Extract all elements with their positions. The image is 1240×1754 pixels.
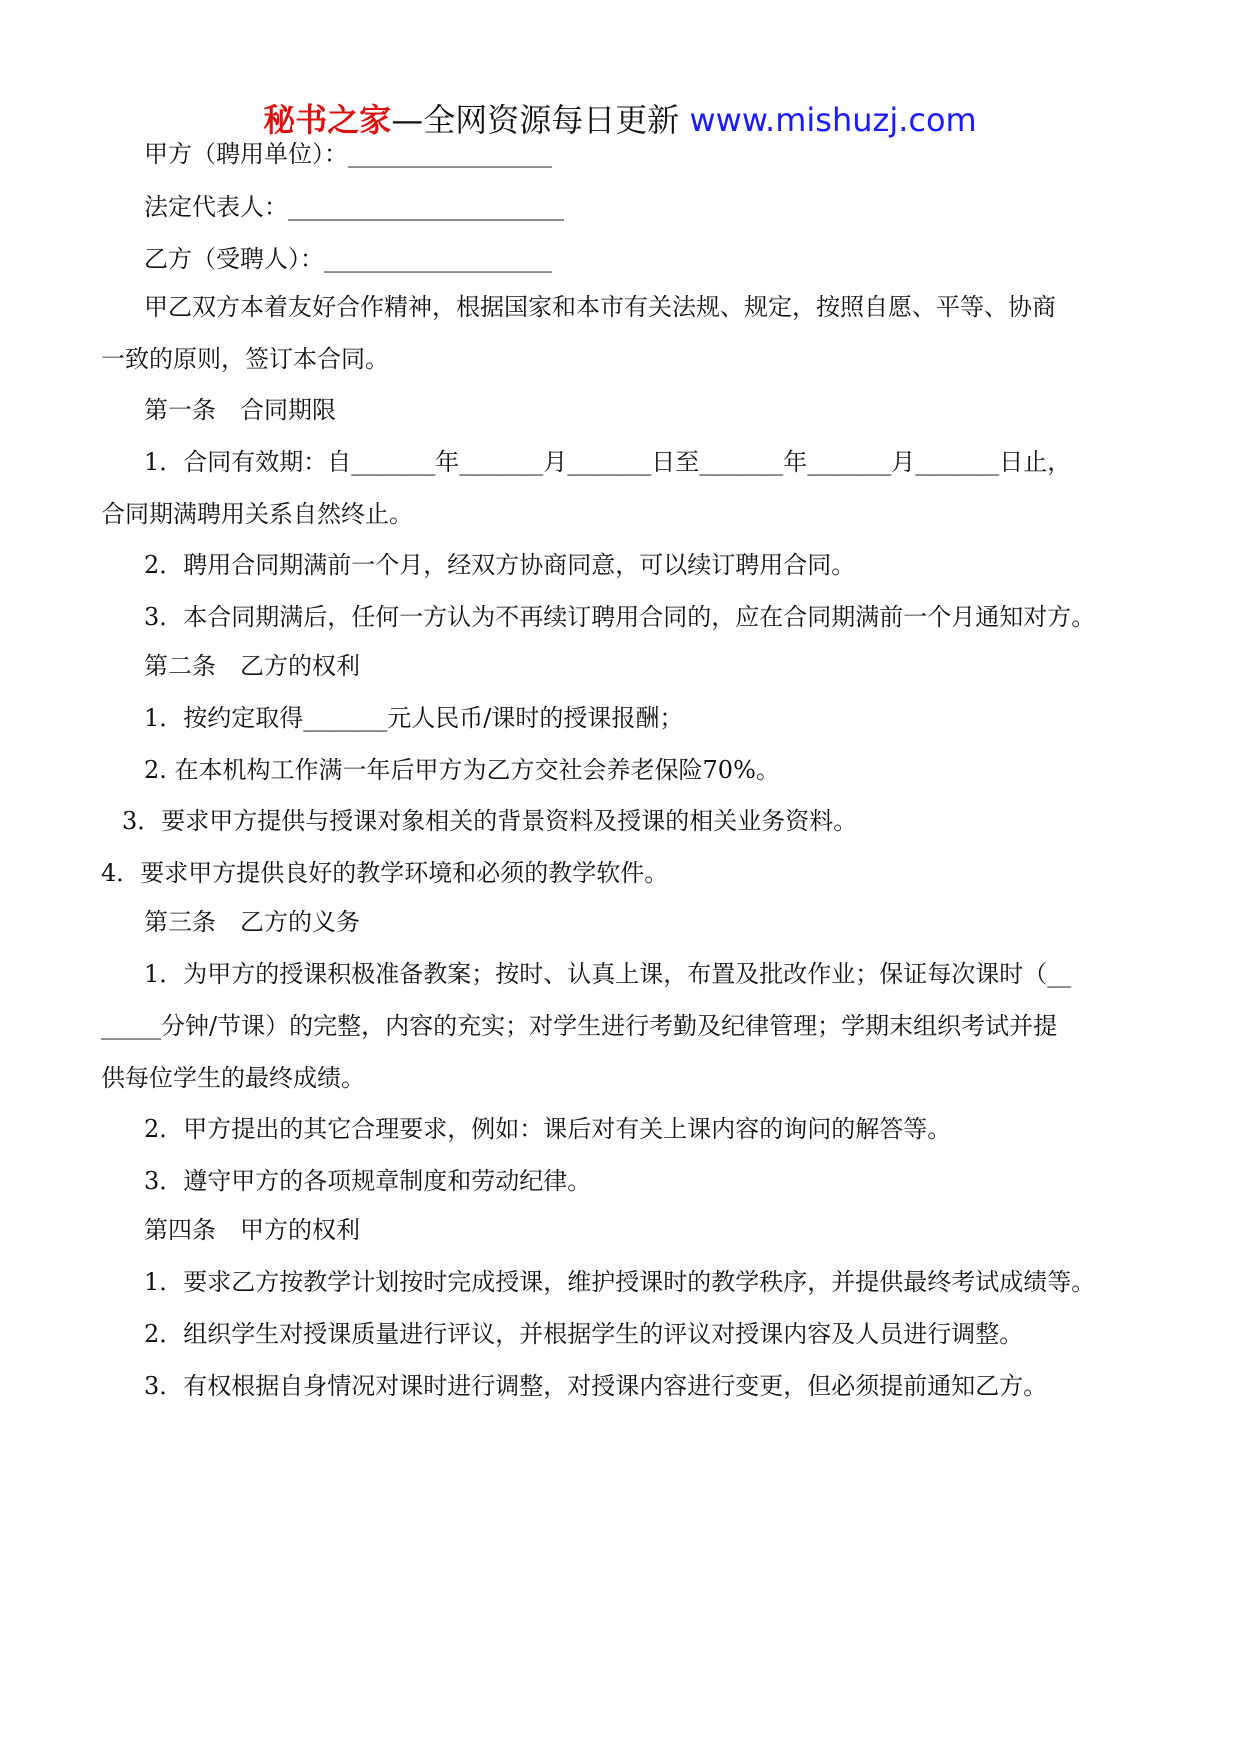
article-4-item-1: 1．要求乙方按教学计划按时完成授课，维护授课时的教学秩序，并提供最终考试成绩等。 xyxy=(144,1268,1096,1296)
article-2-item-4: 4．要求甲方提供良好的教学环境和必须的教学软件。 xyxy=(101,859,669,887)
article-3-heading: 第三条 乙方的义务 xyxy=(144,908,360,936)
article-3-item-1: 1．为甲方的授课积极准备教案；按时、认真上课，布置及批改作业；保证每次课时（__ xyxy=(144,960,1072,988)
legal-rep-line: 法定代表人：_______________________ xyxy=(144,193,564,221)
article-3-item-1-cont-2: 供每位学生的最终成绩。 xyxy=(101,1064,365,1092)
article-3-item-1-cont-1: _____分钟/节课）的完整，内容的充实；对学生进行考勤及纪律管理；学期末组织考试并提 xyxy=(101,1012,1058,1040)
article-2-heading: 第二条 乙方的权利 xyxy=(144,652,360,680)
party-a-line: 甲方（聘用单位）：_________________ xyxy=(144,140,552,168)
article-3-item-2: 2．甲方提出的其它合理要求，例如：课后对有关上课内容的询问的解答等。 xyxy=(144,1115,952,1143)
preamble-line-2: 一致的原则，签订本合同。 xyxy=(101,345,389,373)
preamble-line-1: 甲乙双方本着友好合作精神，根据国家和本市有关法规、规定，按照自愿、平等、协商 xyxy=(144,293,1056,321)
article-1-item-3: 3．本合同期满后，任何一方认为不再续订聘用合同的，应在合同期满前一个月通知对方。 xyxy=(144,603,1096,631)
article-1-item-1: 1．合同有效期：自_______年_______月_______日至_______年_______月_______日止， xyxy=(144,448,1072,476)
site-url-link[interactable]: www.mishuzj.com xyxy=(689,101,977,139)
header-slogan: —全网资源每日更新 xyxy=(391,101,680,139)
article-4-item-3: 3．有权根据自身情况对课时进行调整，对授课内容进行变更，但必须提前通知乙方。 xyxy=(144,1372,1048,1400)
site-header xyxy=(0,100,1240,140)
article-4-heading: 第四条 甲方的权利 xyxy=(144,1216,360,1244)
article-3-item-3: 3．遵守甲方的各项规章制度和劳动纪律。 xyxy=(144,1167,592,1195)
article-1-item-2: 2．聘用合同期满前一个月，经双方协商同意，可以续订聘用合同。 xyxy=(144,551,856,579)
article-2-item-3: 3．要求甲方提供与授课对象相关的背景资料及授课的相关业务资料。 xyxy=(122,807,858,835)
brand-name: 秘书之家 xyxy=(263,101,392,139)
article-2-item-2: 2. 在本机构工作满一年后甲方为乙方交社会养老保险70%。 xyxy=(144,756,780,784)
article-1-heading: 第一条 合同期限 xyxy=(144,396,336,424)
article-2-item-1: 1．按约定取得_______元人民币/课时的授课报酬； xyxy=(144,704,684,732)
article-4-item-2: 2．组织学生对授课质量进行评议，并根据学生的评议对授课内容及人员进行调整。 xyxy=(144,1320,1024,1348)
article-1-item-1-cont: 合同期满聘用关系自然终止。 xyxy=(101,500,413,528)
party-b-line: 乙方（受聘人）：___________________ xyxy=(144,245,552,273)
